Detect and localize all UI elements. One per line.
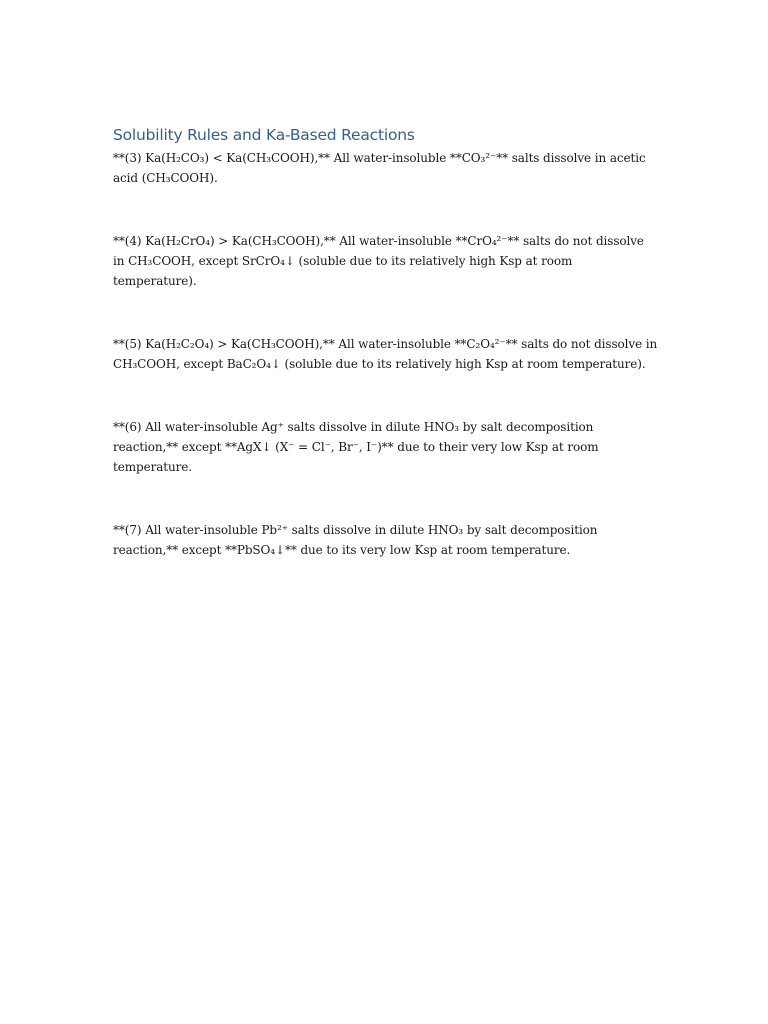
paragraph-rule-6: **(6) All water-insoluble Ag⁺ salts dissolve in dilute HNO₃ by salt decomposition reaction,** except **AgX↓ (X⁻ = Cl⁻, Br⁻, I⁻)** due to their very low Ksp at room temperature. <box>113 420 599 474</box>
paragraph-rule-3: **(3) Ka(H₂CO₃) < Ka(CH₃COOH),** All water-insoluble **CO₃²⁻** salts dissolve in acetic acid (CH₃COOH). <box>113 151 646 185</box>
paragraph-rule-7: **(7) All water-insoluble Pb²⁺ salts dissolve in dilute HNO₃ by salt decomposition reaction,** except **PbSO₄↓** due to its very low Ksp at room temperature. <box>113 523 598 557</box>
paragraph-rule-4: **(4) Ka(H₂CrO₄) > Ka(CH₃COOH),** All water-insoluble **CrO₄²⁻** salts do not dissolve in CH₃COOH, except SrCrO₄↓ (soluble due to its relatively high Ksp at room temperature). <box>113 234 644 288</box>
paragraph-rule-5: **(5) Ka(H₂C₂O₄) > Ka(CH₃COOH),** All water-insoluble **C₂O₄²⁻** salts do not dissolve in CH₃COOH, except BaC₂O₄↓ (soluble due to its relatively high Ksp at room temperature). <box>113 337 658 371</box>
document-title: Solubility Rules and Ka-Based Reactions <box>113 126 415 144</box>
document-body <box>113 124 658 560</box>
